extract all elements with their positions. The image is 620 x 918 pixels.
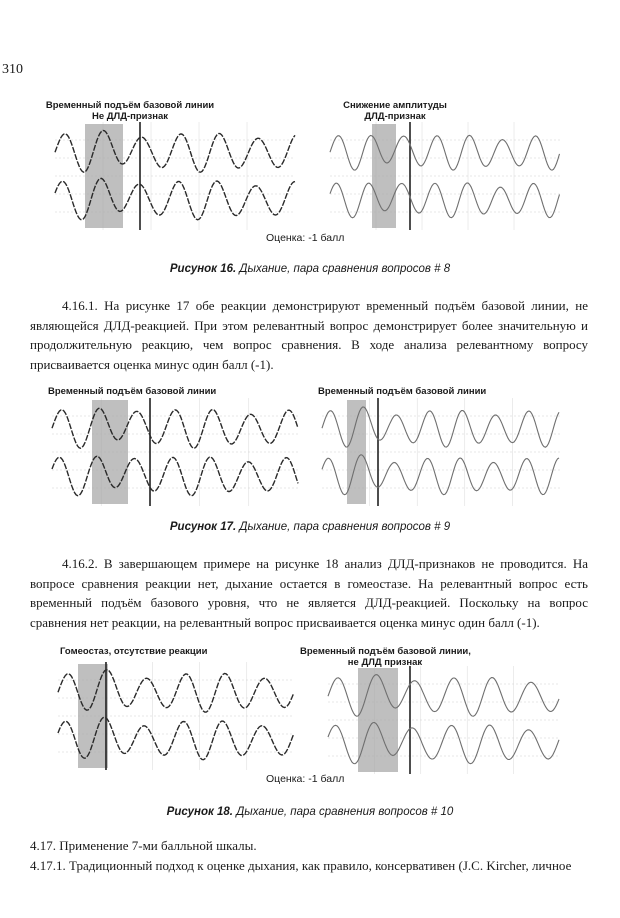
fig16-right-chart xyxy=(330,122,560,230)
fig16-caption-text: Дыхание, пара сравнения вопросов # 8 xyxy=(236,263,451,275)
fig16-right-label-line2: ДЛД-признак xyxy=(364,111,426,122)
fig16-caption-number: Рисунок 16. xyxy=(169,263,237,275)
fig18-left-label xyxy=(60,646,230,657)
fig18-caption xyxy=(0,806,620,818)
fig16-left-label xyxy=(40,100,220,122)
fig17-left-chart xyxy=(52,398,298,506)
section-4-17-heading: 4.17. Применение 7-ми балльной шкалы. xyxy=(30,838,257,853)
fig16-right-label xyxy=(330,100,460,122)
fig17-right-label-line1: Временный подъём базовой линии xyxy=(318,386,487,397)
fig18-caption-text: Дыхание, пара сравнения вопросов # 10 xyxy=(233,806,454,818)
question-band xyxy=(92,400,128,504)
respiration-trace xyxy=(330,135,560,170)
fig18-right-label-line1: Временный подъём базовой линии, xyxy=(300,646,471,657)
respiration-trace xyxy=(52,456,298,496)
fig17-right-label xyxy=(318,386,508,397)
respiration-trace xyxy=(52,408,298,448)
question-band xyxy=(358,668,398,772)
fig18-caption-number: Рисунок 18. xyxy=(166,806,233,818)
fig17-caption-number: Рисунок 17. xyxy=(169,521,237,533)
paragraph-4-16-2: 4.16.2. В завершающем примере на рисунке 18 анализ ДЛД-признаков не проводится. На вопросе сравнения реакции нет, дыхание остается в гомеостазе. На релевантный вопрос есть временный подъём базового уровня, что не является ДЛД-реакцией. Поскольку на вопрос сравнения нет реакции, на релевантный вопрос присваивается оценка минус один балл (-1). xyxy=(30,556,588,630)
fig18-left-chart xyxy=(58,662,294,770)
fig18-right-label xyxy=(300,646,470,668)
question-band xyxy=(372,124,396,228)
fig17-left-label-line1: Временный подъём базовой линии xyxy=(48,386,217,397)
fig16-score: Оценка: -1 балл xyxy=(266,232,345,244)
paragraph-4-16-1: 4.16.1. На рисунке 17 обе реакции демонстрируют временный подъём базовой линии, не являющейся ДЛД-реакцией. При этом релевантный вопрос демонстрирует более значительную и продолжительную реакцию, чем вопрос сравнения. В ходе анализа релевантному вопросу присваивается оценка минус один балл (-1). xyxy=(30,298,588,372)
fig16-left-label-line1: Временный подъём базовой линии xyxy=(45,100,215,111)
fig18-left-label-line1: Гомеостаз, отсутствие реакции xyxy=(60,646,208,657)
fig17-caption xyxy=(0,521,620,533)
page-number: 310 xyxy=(2,62,23,77)
respiration-trace xyxy=(330,183,560,218)
fig16-caption xyxy=(0,263,620,275)
fig17-left-label xyxy=(48,386,228,397)
question-band xyxy=(347,400,366,504)
paragraph-4-17-1: 4.17.1. Традиционный подход к оценке дыхания, как правило, консервативен (J.C. Kircher, личное xyxy=(30,858,572,873)
fig18-right-label-line2: не ДЛД признак xyxy=(347,657,423,668)
question-band xyxy=(85,124,123,228)
fig17-caption-text: Дыхание, пара сравнения вопросов # 9 xyxy=(236,521,451,533)
fig17-right-chart xyxy=(322,398,560,506)
question-band xyxy=(78,664,108,768)
fig16-left-label-line2: Не ДЛД-признак xyxy=(91,111,169,122)
fig18-score: Оценка: -1 балл xyxy=(266,773,345,785)
fig16-right-label-line1: Снижение амплитуды xyxy=(343,100,447,111)
fig16-left-chart xyxy=(55,122,295,230)
fig18-right-chart xyxy=(328,666,560,774)
